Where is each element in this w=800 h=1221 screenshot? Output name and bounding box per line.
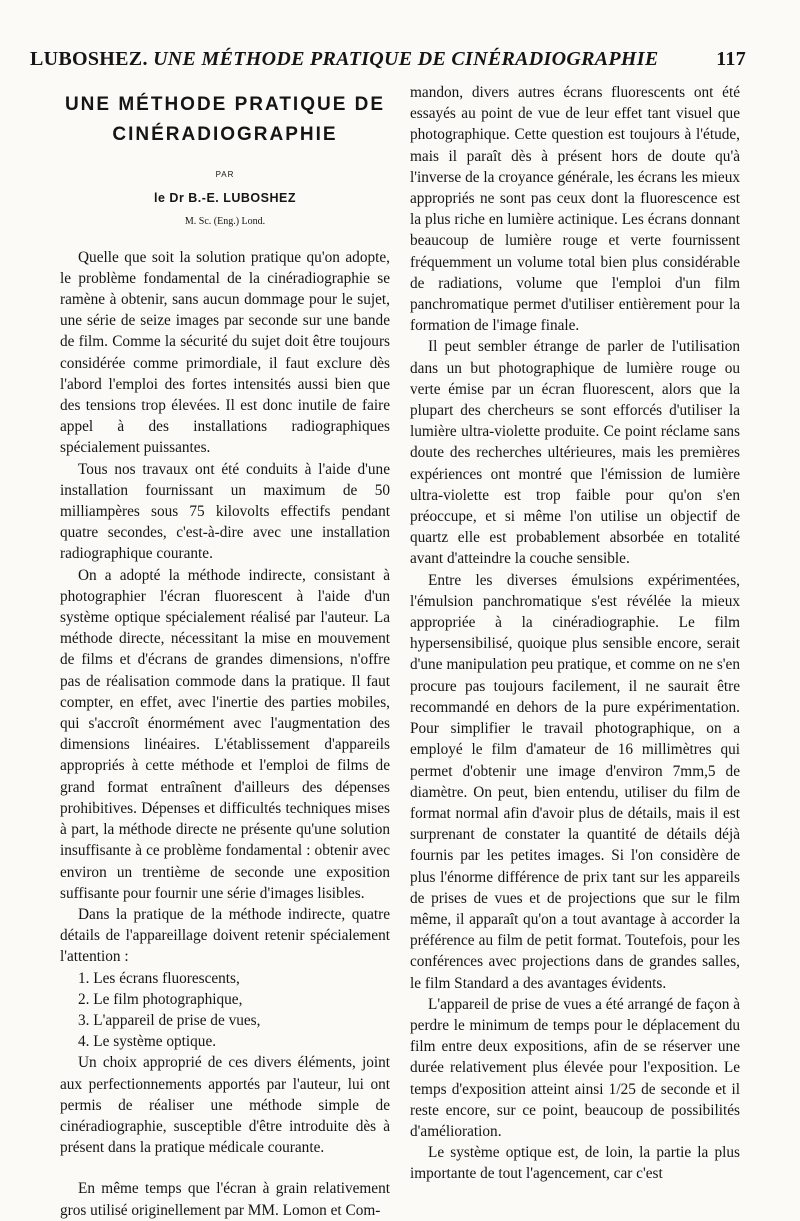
list-item: 2. Le film photographique, (78, 990, 243, 1008)
paragraph: Quelle que soit la solution pratique qu'on adopte, le problème fondamental de la cinéradiographie se ramène à obtenir, sans aucun dommage pour le sujet, une série de seize images par seconde sur une bande de film. Comme la sécurité du sujet doit être toujours considérée comme primordiale, il faut exclure dès l'abord l'emploi des fortes intensités aussi bien que des tensions trop élevées. Il est donc inutile de faire appel à des installations radiographiques spécialement puissantes. (60, 248, 390, 457)
running-header (30, 48, 746, 71)
right-column (410, 82, 740, 1185)
header-author: LUBOSHEZ. (30, 48, 148, 70)
byline-par: PAR (215, 170, 235, 179)
byline-author: le Dr B.-E. LUBOSHEZ (154, 191, 296, 206)
paragraph: Le système optique est, de loin, la partie la plus importante de tout l'agencement, car c'est (410, 1144, 740, 1183)
paragraph: Tous nos travaux ont été conduits à l'aide d'une installation fournissant un maximum de 50 milliampères sous 75 kilovolts effectifs pendant quatre secondes, c'est-à-dire avec une installation radiographique courante. (60, 460, 390, 563)
paragraph: Dans la pratique de la méthode indirecte, quatre détails de l'appareillage doivent retenir spécialement l'attention : (60, 905, 390, 966)
byline-degrees: M. Sc. (Eng.) Lond. (184, 216, 266, 228)
paragraph: En même temps que l'écran à grain relativement gros utilisé originellement par MM. Lomon et Com- (60, 1180, 390, 1219)
paragraph: Entre les diverses émulsions expérimentées, l'émulsion panchromatique s'est révélée la mieux appropriée à la cinéradiographie. Le film hypersensibilisé, quoique plus sensible encore, serait d'une manipulation peu pratique, et comme on ne s'en procure pas toujours facilement, il ne saurait être recommandé en dehors de la pure expérimentation. Pour simplifier le travail photographique, on a employé le film d'amateur de 16 millimètres qui permet d'obtenir une image d'environ 7mm,5 de diamètre. On peut, bien entendu, utiliser du film de format normal afin d'avoir plus de détails, mais il est surprenant de constater la quantité de détails déjà fournis par les petites images. Si l'on considère de plus l'énorme différence de prix tant sur les appareils de prises de vues et de projections que sur le film même, il apparaît qu'on a tout avantage à accorder la préférence au film de petit format. Toutefois, pour les conférences avec projections dans de grandes salles, le film Standard a des avantages évidents. (410, 571, 740, 992)
left-column (60, 90, 390, 1221)
paragraph: L'appareil de prise de vues a été arrangé de façon à perdre le minimum de temps pour le déplacement du film entre deux expositions, afin de se réserver une durée relativement plus élevée pour l'exposition. Le temps d'exposition atteint ainsi 1/25 de seconde et il reste encore, sur ce point, beaucoup de possibilités d'amélioration. (410, 995, 740, 1140)
paragraph: Un choix approprié de ces divers éléments, joint aux perfectionnements apportés par l'auteur, lui ont permis de réaliser une méthode simple de cinéradiographie, susceptible d'être introduite dès à présent dans la pratique médicale courante. (60, 1054, 390, 1157)
paragraph: mandon, divers autres écrans fluorescents ont été essayés au point de vue de leur effet tant visuel que photographique. Cette question est toujours à l'étude, mais il paraît dès à présent hors de doute qu'à l'inverse de la croyance générale, les écrans les mieux appropriés ne sont pas ceux dont la fluorescence est la plus riche en lumière actinique. Les écrans donnant beaucoup de lumière rouge et verte fournissent fréquemment un volume total bien plus considérable de radiations, volume que l'emploi d'un film panchromatique permet d'utiliser entièrement pour la formation de l'image finale. (410, 84, 740, 335)
article-title (60, 90, 390, 150)
paragraph: Il peut sembler étrange de parler de l'utilisation dans un but photographique de lumière rouge ou verte émise par un écran fluorescent, alors que la plupart des chercheurs se sont efforcés d'utiliser la lumière ultra-violette produite. Ce point réclame sans doute des recherches ultérieures, mais les premières expériences ont montré que l'émission de lumière ultra-violette est trop faible pour qu'on s'en préoccupe, et si même l'on utilise un objectif de quartz elle est probablement absorbée en totalité avant d'atteindre la couche sensible. (410, 338, 740, 568)
list-item: 1. Les écrans fluorescents, (78, 969, 240, 987)
article-title-line-1: UNE MÉTHODE PRATIQUE DE (64, 94, 386, 115)
list-item: 4. Le système optique. (78, 1033, 217, 1051)
header-title: UNE MÉTHODE PRATIQUE DE CINÉRADIOGRAPHIE (153, 48, 659, 70)
paragraph-gap (60, 1158, 390, 1178)
paragraph: On a adopté la méthode indirecte, consistant à photographier l'écran fluorescent à l'aide d'un système optique spécialement réalisé par l'auteur. La méthode directe, nécessitant la mise en mouvement de films et d'écrans de grandes dimensions, n'offre pas de réalisation commode dans la pratique. Il faut compter, en effet, avec l'inertie des parties mobiles, qui s'accroît énormément avec l'augmentation des dimensions linéaires. L'établissement d'appareils appropriés à cette méthode et l'emploi de films de grand format entraînent d'ailleurs des dépenses prohibitives. Dépenses et difficultés techniques mises à part, la méthode directe ne présente qu'une solution insuffisante à ce problème fondamental : obtenir avec environ un trentième de seconde une exposition suffisante pour fournir une série d'images lisibles. (60, 566, 390, 902)
details-list (60, 968, 390, 1053)
article-title-line-2: CINÉRADIOGRAPHIE (112, 124, 338, 145)
list-item: 3. L'appareil de prise de vues, (78, 1011, 261, 1029)
page-number: 117 (716, 48, 746, 70)
